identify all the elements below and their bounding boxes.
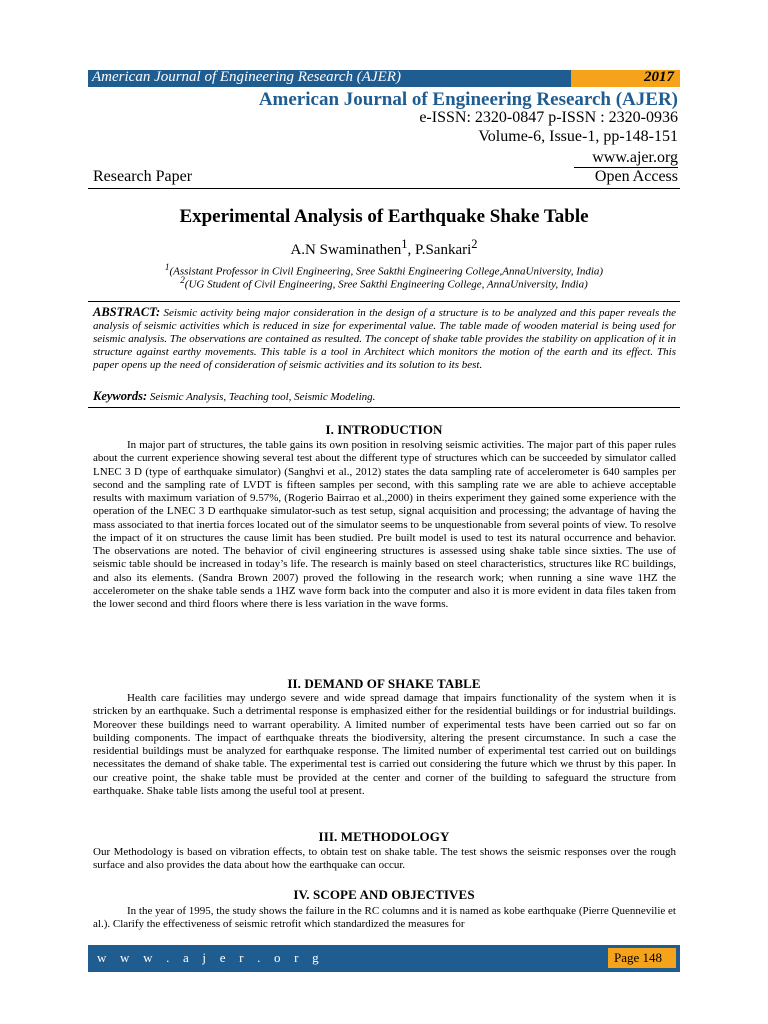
- section-heading-scope: IV. SCOPE AND OBJECTIVES: [293, 887, 475, 902]
- abstract: [93, 306, 676, 372]
- paper-title: Experimental Analysis of Earthquake Shake Table: [179, 206, 589, 227]
- author-superscript: 1: [401, 237, 408, 251]
- affiliation-superscript: 1: [164, 262, 170, 272]
- paragraph-text: Our Methodology is based on vibration effects, to obtain test on shake table. The test shows the seismic responses over the rough surface and also provides the data about how the earthquake can occur.: [93, 846, 676, 872]
- authors: [88, 237, 680, 259]
- journal-website-link[interactable]: www.ajer.org: [592, 149, 678, 166]
- affiliation: [88, 275, 680, 291]
- journal-name: American Journal of Engineering Research (AJER): [258, 89, 678, 110]
- volume-info: Volume-6, Issue-1, pp-148-151: [478, 128, 678, 145]
- running-title: American Journal of Engineering Research (AJER): [92, 69, 401, 85]
- abstract-text: Seismic activity being major consideration in the design of a structure is to be analyzed and this paper reveals the analysis of seismic activities which is reduced in size for experimental value. The table made of wooden material is being used for seismic analysis. The observations are contained as resulted. The concept of shake table provides the stability on application of it in structure against earthy movements. This table is a tool in Architect which monitors the motion of the earth and its effect. This paper opens up the need of consideration of seismic activities and its solution to its best.: [93, 307, 676, 371]
- section-heading-methodology: III. METHODOLOGY: [318, 829, 450, 844]
- affiliation-text: (UG Student of Civil Engineering, Sree Sakthi Engineering College, AnnaUniversity, India): [184, 278, 588, 291]
- abstract-divider: [88, 301, 680, 302]
- keywords: [93, 389, 375, 404]
- keywords-text: Seismic Analysis, Teaching tool, Seismic Modeling.: [147, 391, 376, 403]
- section-heading-demand: II. DEMAND OF SHAKE TABLE: [287, 676, 481, 691]
- section-body-methodology: [93, 846, 676, 873]
- page-number-box: [608, 948, 676, 968]
- section-body-introduction: [93, 439, 676, 611]
- paragraph-text: In major part of structures, the table gains its own position in resolving seismic activities. The major part of this paper rules about the current experience showing several test about the different type of structures which can be succeeded by simulator called LNEC 3 D (type of earthquake simulator) (Sanghvi et al., 2012) states the data sampling rate of accelerometer is 640 samples per second and the sampling rate of LVDT is fifteen samples per second, with this sampling rate we are able to achieve acceptable results with maximum variation of 9.57%, (Rogerio Bairrao et al.,2000) in theirs experiment they gained some experience with the operation of the LNEC 3 D earthquake simulator-such as test setup, signal acquisition and processing; the advantage of having the mass associated to that inertia forces located out of the simulator seems to be unquestionable from several points of view. To resolve the impact of it on structures the cause limit has been studied. Pre built model is used to test its natural occurrence and behavior. The observations are noted. The behavior of civil engineering structures is assessed using shake table since sixties. The use of seismic table should be increased in today’s life. The research is mainly based on steel characteristics, structures like RC buildings, and also its elements. (Sandra Brown 2007) proved the following in the research work; when running a sine wave 1HZ the accelerometer on the shake table sends a 1HZ wave form back into the computer and also it is more evident in data files taken from the lower second and third floors where there is less variation in the wave forms.: [93, 439, 676, 610]
- paragraph-text: In the year of 1995, the study shows the failure in the RC columns and it is named as kobe earthquake (Pierre Quennevilie et al.). Clarify the effectiveness of seismic retrofit which standardized the measures for: [93, 905, 676, 931]
- section-body-demand: [93, 692, 676, 798]
- page-number: Page 148: [614, 950, 663, 965]
- affiliation-superscript: 2: [180, 275, 185, 285]
- running-title-block: [88, 70, 571, 87]
- running-header-bar: [88, 70, 680, 87]
- abstract-label: ABSTRACT:: [93, 305, 161, 319]
- page-footer: [88, 945, 680, 972]
- affiliation-text: (Assistant Professor in Civil Engineering, Sree Sakthi Engineering College,AnnaUniversity, India): [169, 265, 604, 278]
- section-body-scope: [93, 905, 676, 932]
- header-divider: [88, 188, 680, 189]
- author-superscript: 2: [471, 237, 478, 251]
- year-block: [571, 70, 680, 87]
- section-heading-introduction: I. INTRODUCTION: [325, 422, 443, 437]
- author-separator: ,: [407, 242, 416, 258]
- issn: e-ISSN: 2320-0847 p-ISSN : 2320-0936: [419, 109, 678, 126]
- author-name: P.Sankari: [415, 242, 472, 258]
- author-name: A.N Swaminathen: [290, 242, 402, 258]
- paragraph-text: Health care facilities may undergo severe and wide spread damage that impairs functionality of the system when it is stricken by an earthquake. Such a detrimental response is emphasized either for the residential buildings or for industrial buildings. Moreover these buildings need to warrant operability. A limited number of experimental tests have been carried out so far on building components. The impact of earthquake threats the biodiversity, altering the present circumstance. In such a case the residential buildings must be analyzed for earthquake response. The limited number of experimental test carried out on buildings necessitates the demand of shake table. The experimental test is carried out considering the future which we thrust by this paper. In our creative point, the shake table must be provided at the center and corner of the building to safeguard the structure from earthquake. Shake table lists among the useful tool at present.: [93, 692, 676, 797]
- paper-type: Research Paper: [93, 168, 193, 185]
- footer-website-link[interactable]: w w w . a j e r . o r g: [97, 950, 324, 965]
- keywords-divider: [88, 407, 680, 408]
- keywords-label: Keywords:: [93, 389, 148, 403]
- access-type: Open Access: [594, 168, 678, 185]
- year: 2017: [644, 69, 674, 85]
